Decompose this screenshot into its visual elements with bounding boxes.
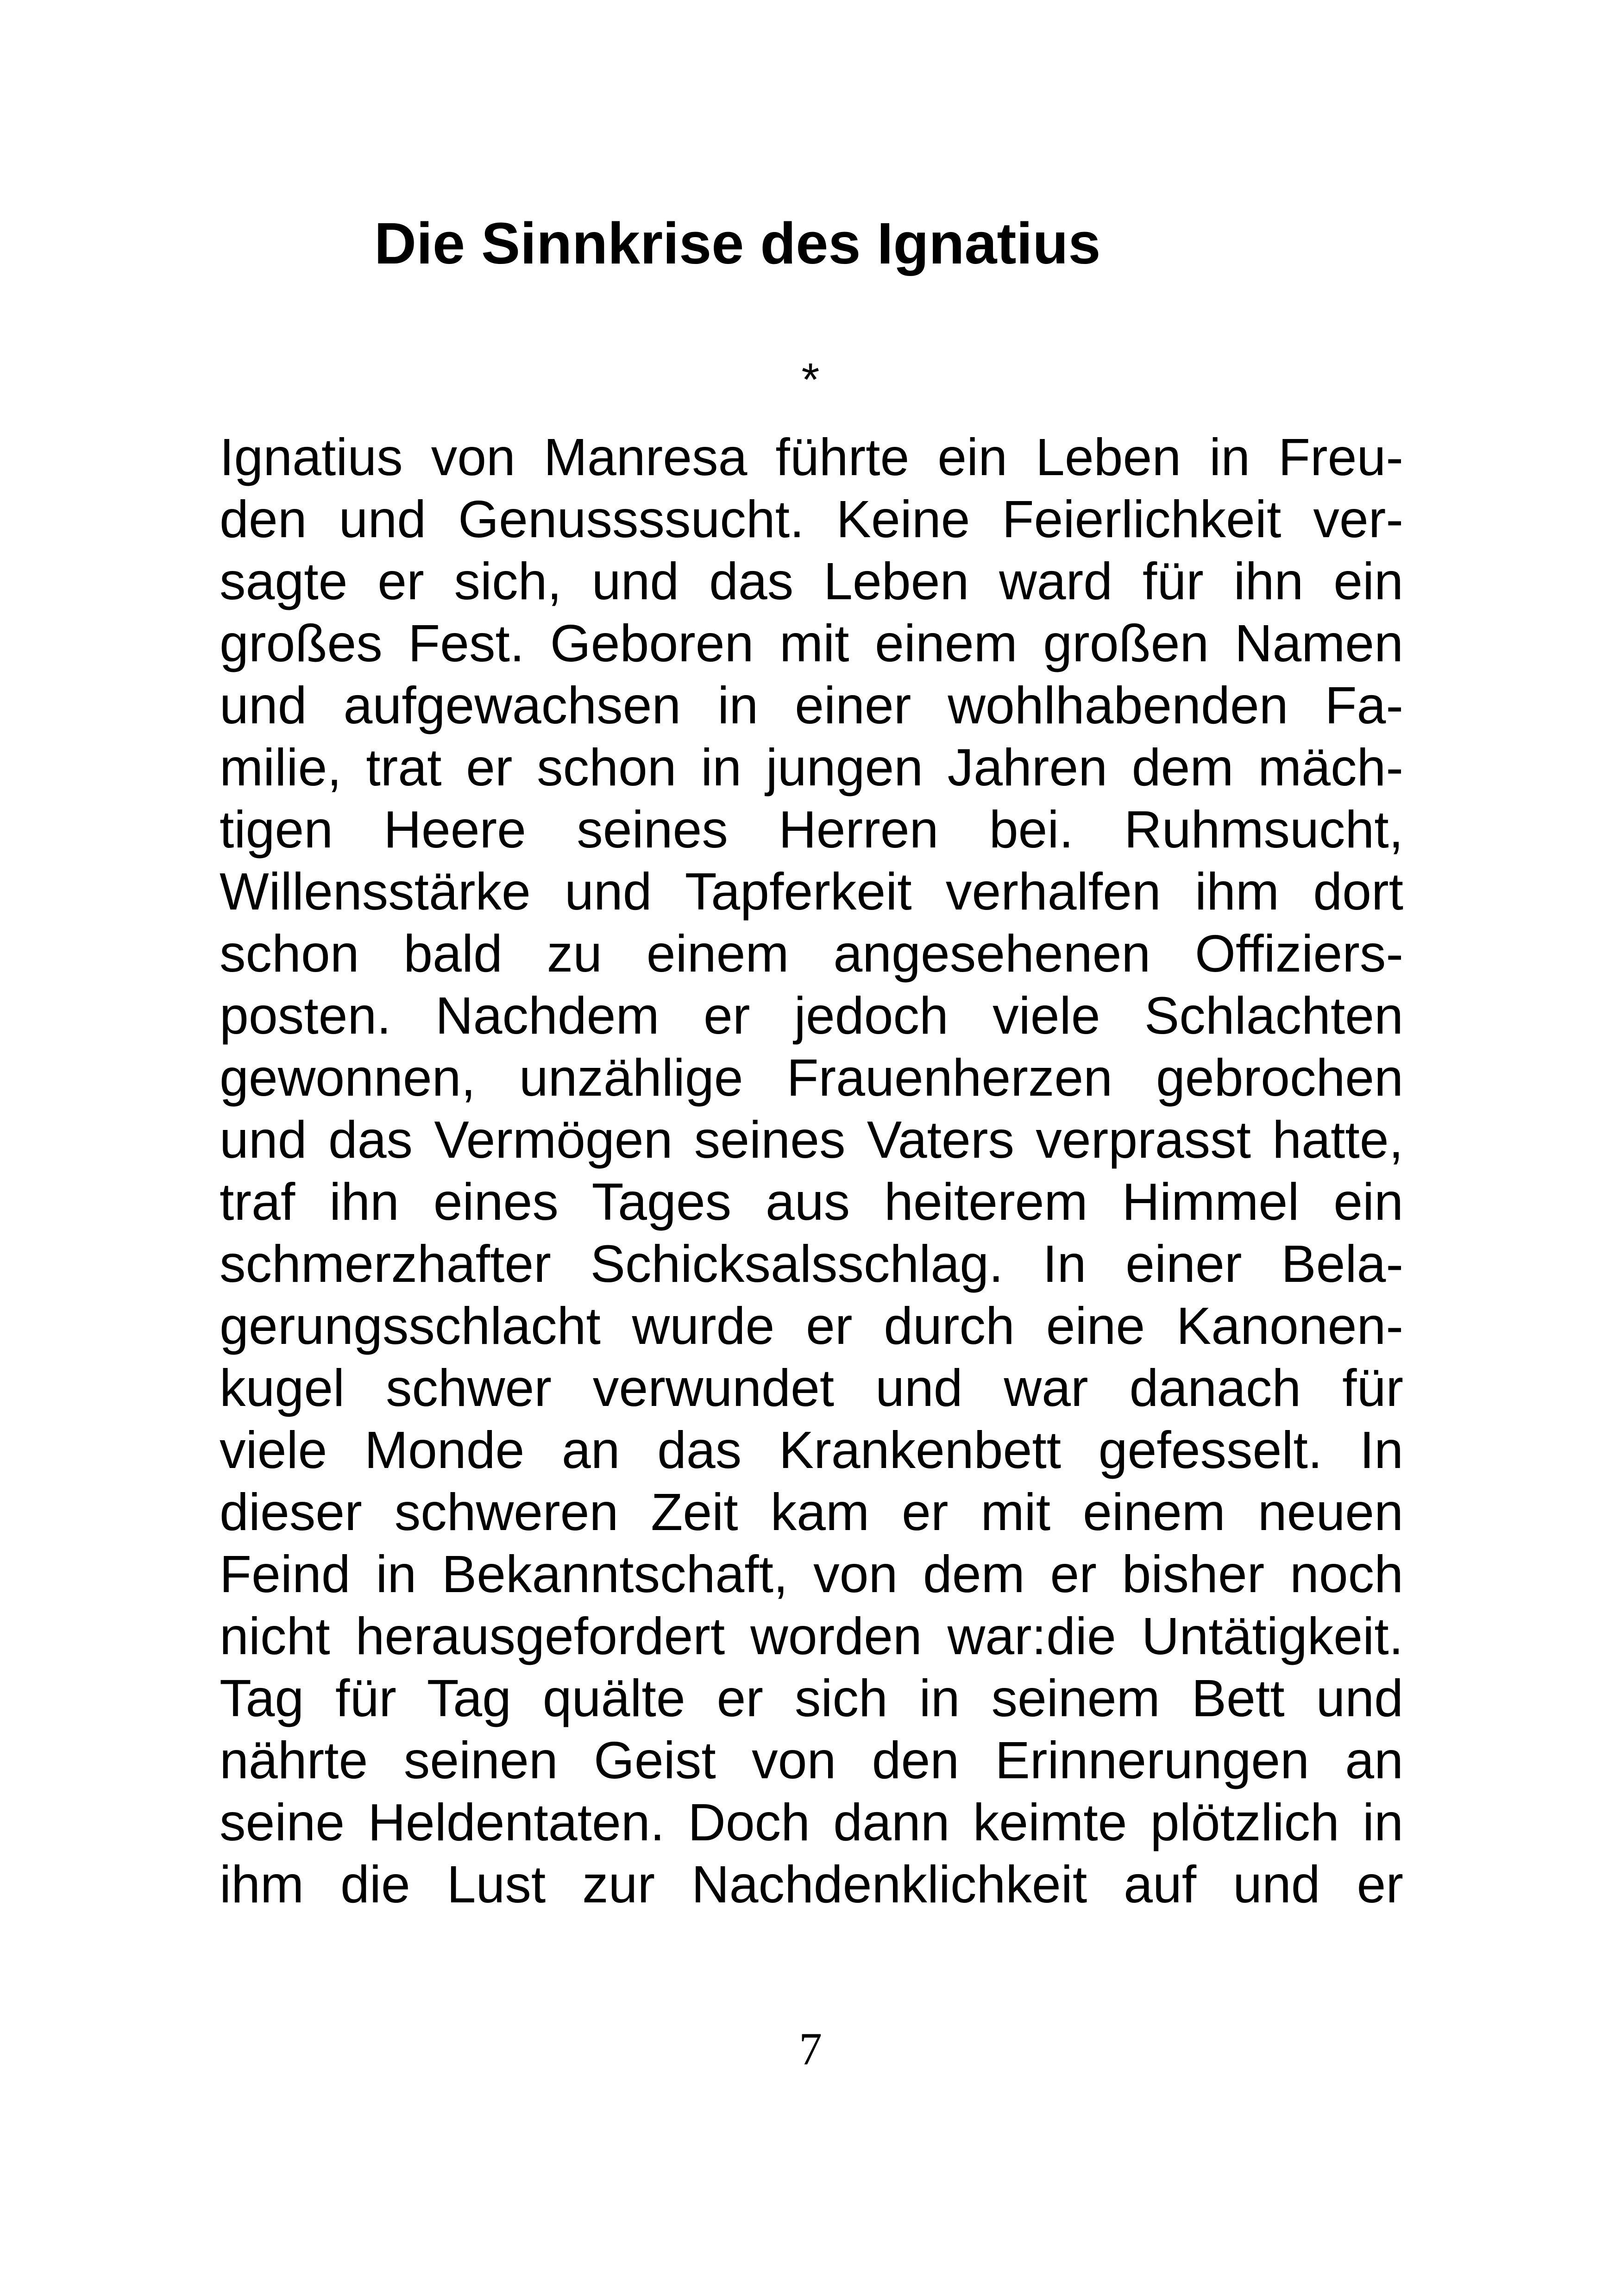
body-line: gewonnen, unzählige Frauenherzen gebrochen bbox=[220, 1048, 1403, 1107]
body-line: dieser schweren Zeit kam er mit einem neuen bbox=[220, 1483, 1403, 1541]
page-title: Die Sinnkrise des Ignatius bbox=[374, 211, 1101, 276]
body-line: posten. Nachdem er jedoch viele Schlachten bbox=[220, 986, 1403, 1045]
body-line: schmerzhafter Schicksalsschlag. In einer Bela- bbox=[220, 1235, 1403, 1293]
body-line: nährte seinen Geist von den Erinnerungen an bbox=[220, 1731, 1403, 1789]
body-line: tigen Heere seines Herren bei. Ruhmsucht, bbox=[220, 800, 1403, 859]
body-line: kugel schwer verwundet und war danach für bbox=[220, 1359, 1403, 1417]
page-number: 7 bbox=[799, 2023, 822, 2075]
body-line: Tag für Tag quälte er sich in seinem Bett und bbox=[220, 1669, 1403, 1727]
body-line: Feind in Bekanntschaft, von dem er bisher noch bbox=[220, 1545, 1403, 1603]
body-line: großes Fest. Geboren mit einem großen Namen bbox=[220, 614, 1403, 672]
body-line: Willensstärke und Tapferkeit verhalfen ihm dort bbox=[220, 862, 1403, 921]
body-line: ihm die Lust zur Nachdenklichkeit auf und er bbox=[220, 1855, 1403, 1913]
body-line: nicht herausgefordert worden war:die Untätigkeit. bbox=[220, 1607, 1403, 1665]
body-line: Ignatius von Manresa führte ein Leben in Freu- bbox=[220, 428, 1403, 486]
section-separator: * bbox=[801, 354, 820, 406]
body-line: milie, trat er schon in jungen Jahren dem mäch- bbox=[220, 738, 1403, 797]
body-line: schon bald zu einem angesehenen Offiziers- bbox=[220, 924, 1403, 983]
body-text bbox=[220, 426, 1403, 1915]
body-line: und aufgewachsen in einer wohlhabenden Fa- bbox=[220, 676, 1403, 734]
body-line: seine Heldentaten. Doch dann keimte plötzlich in bbox=[220, 1793, 1403, 1851]
body-line: sagte er sich, und das Leben ward für ihn ein bbox=[220, 552, 1403, 610]
body-line: den und Genussssucht. Keine Feierlichkeit ver- bbox=[220, 490, 1403, 548]
body-line: viele Monde an das Krankenbett gefesselt. In bbox=[220, 1421, 1403, 1479]
body-line: und das Vermögen seines Vaters verprasst hatte, bbox=[220, 1110, 1403, 1169]
body-line: traf ihn eines Tages aus heiterem Himmel ein bbox=[220, 1173, 1403, 1231]
body-line: gerungsschlacht wurde er durch eine Kanonen- bbox=[220, 1297, 1403, 1355]
